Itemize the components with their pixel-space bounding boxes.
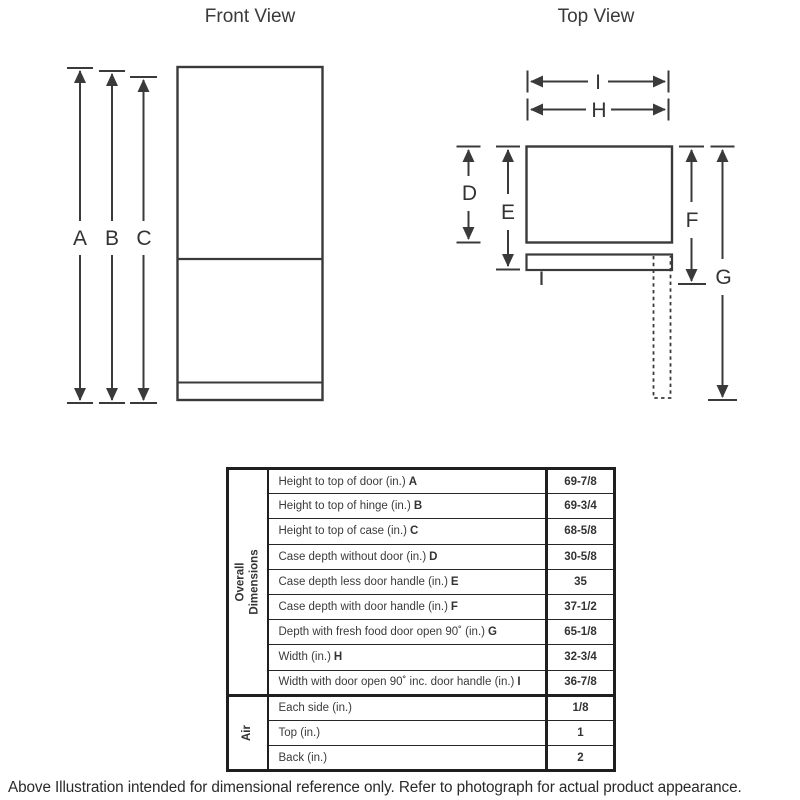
dimension-letter: A [408, 475, 418, 488]
table-row [228, 494, 615, 519]
dimension-description: Height to top of door (in.) A [268, 469, 547, 494]
dimension-description: Top (in.) [268, 720, 547, 745]
dimension-description: Each side (in.) [268, 695, 547, 720]
front-view-title: Front View [204, 6, 296, 27]
dimension-value: 69-3/4 [547, 494, 615, 519]
dimensions-table [226, 467, 616, 772]
table-row [228, 645, 615, 670]
disclaimer-caption: Above Illustration intended for dimensional reference only. Refer to photograph for actual product appearance. [8, 779, 742, 796]
group-cell-overall-dimensions [228, 469, 268, 696]
dimension-letter: D [429, 550, 438, 563]
dimension-description: Depth with fresh food door open 90˚ (in.) G [268, 620, 547, 645]
case-outline [527, 147, 673, 243]
table-row [228, 720, 615, 745]
table-row [228, 620, 615, 645]
table-row [228, 695, 615, 720]
dimension-description: Height to top of case (in.) C [268, 519, 547, 544]
dimension-description: Width with door open 90˚ inc. door handle (in.) I [268, 670, 547, 695]
dimension-letter: B [413, 500, 423, 513]
table-row [228, 544, 615, 569]
door-top-outline [527, 255, 673, 271]
dimension-letter: I [517, 676, 521, 689]
dimension-value: 69-7/8 [547, 469, 615, 494]
dimension-description: Case depth with door handle (in.) F [268, 594, 547, 619]
dimension-value: 68-5/8 [547, 519, 615, 544]
table-row [228, 519, 615, 544]
dim-label-b: B [104, 227, 120, 250]
dimension-value: 32-3/4 [547, 645, 615, 670]
dimension-value: 36-7/8 [547, 670, 615, 695]
dimension-description: Width (in.) H [268, 645, 547, 670]
dim-label-d: D [461, 182, 478, 205]
dimension-description: Case depth without door (in.) D [268, 544, 547, 569]
table-row [228, 670, 615, 695]
dimension-value: 37-1/2 [547, 594, 615, 619]
table-row [228, 594, 615, 619]
group-cell-air [228, 695, 268, 771]
air-section [228, 695, 615, 771]
dimension-description: Height to top of hinge (in.) B [268, 494, 547, 519]
overall-dimensions-section [228, 469, 615, 696]
dimension-letter: H [333, 651, 343, 664]
dimension-value: 1 [547, 720, 615, 745]
dimension-description: Back (in.) [268, 746, 547, 771]
dim-label-i: I [595, 71, 601, 94]
dimension-value: 35 [547, 569, 615, 594]
fridge-outline [178, 67, 323, 400]
dim-label-a: A [72, 227, 88, 250]
group-label-overall-dimensions: Overall Dimensions [234, 549, 260, 615]
table-row [228, 746, 615, 771]
top-view-title: Top View [557, 6, 635, 27]
dimension-letter: G [487, 626, 497, 639]
dim-label-g: G [715, 266, 732, 289]
dimension-letter: C [409, 525, 419, 538]
dim-label-h: H [591, 99, 607, 122]
table-row [228, 569, 615, 594]
dimension-letter: F [450, 601, 458, 614]
dim-label-f: F [685, 209, 699, 232]
table-row [228, 469, 615, 494]
dim-label-c: C [136, 227, 152, 250]
dimension-value: 30-5/8 [547, 544, 615, 569]
dimension-value: 1/8 [547, 695, 615, 720]
dim-label-e: E [500, 201, 516, 224]
dimension-value: 2 [547, 746, 615, 771]
dimension-value: 65-1/8 [547, 620, 615, 645]
dimension-letter: E [450, 575, 459, 588]
door-swing-handle-dashed-outline [654, 256, 671, 398]
group-label-air: Air [240, 724, 253, 741]
dimension-description: Case depth less door handle (in.) E [268, 569, 547, 594]
